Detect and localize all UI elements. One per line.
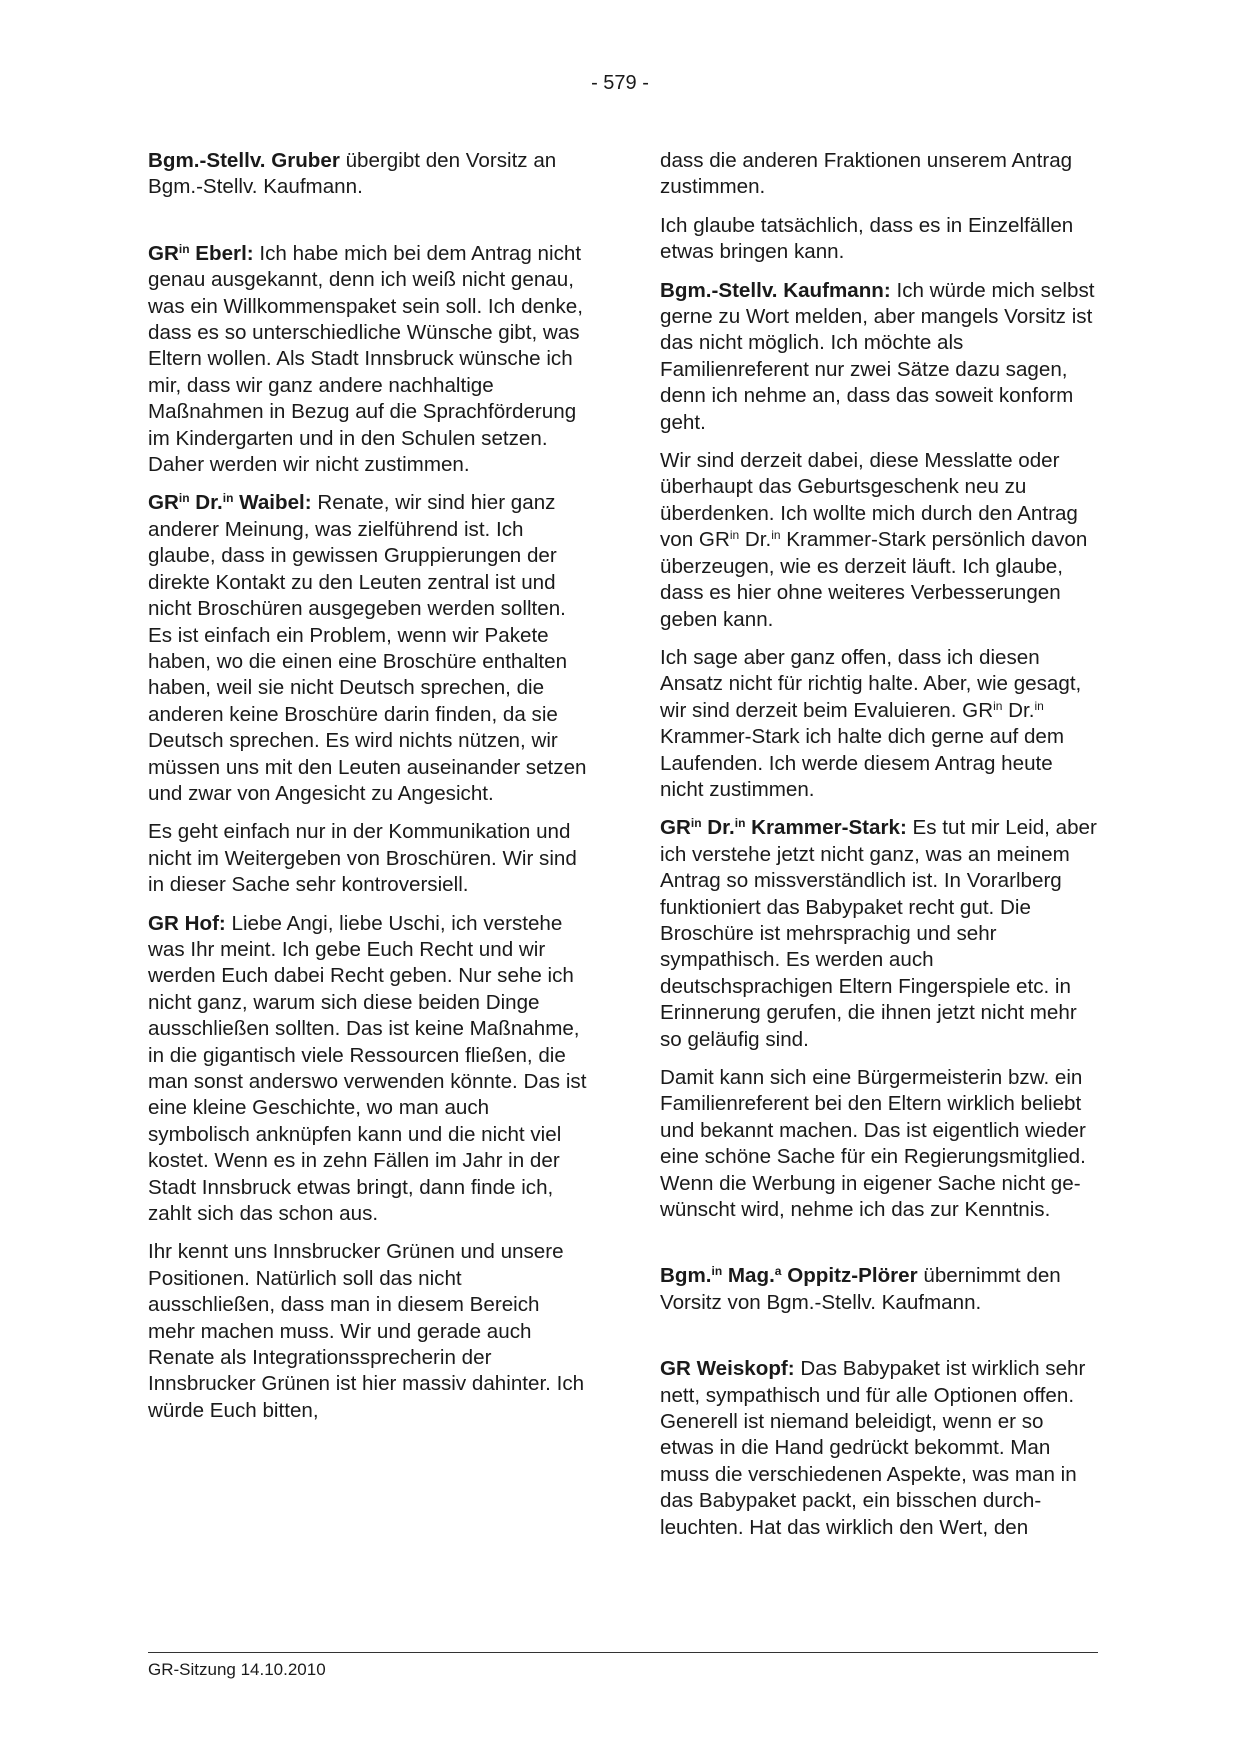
paragraph-text: Ich glaube tatsächlich, dass es in Einzelfällen etwas bringen kann. [660, 213, 1074, 264]
speaker-name: $GR^{in}$ Dr.$^{in}$ Krammer-Stark: [660, 816, 907, 840]
paragraph-text: übergibt den Vorsitz an Bgm.-Stellv. Kaufmann. [148, 149, 557, 199]
paragraph-text: Es geht einfach nur in der Kommunikation und nicht im Weitergeben von Broschüren. Wir sind in dieser Sache sehr kontroversiell. [148, 820, 577, 897]
paragraph-text: Wir sind derzeit dabei, diese Messlatte oder überhaupt das Geburtsgeschenk neu zu überdenken. Ich wollte mich durch den Antrag von $GR^{in}$ Dr.$^{in}$ Krammer-Stark persönlich davon überzeugen, wie es derzeit läuft. Ich glaube, dass es hier ohne weiteres Verbesserungen geben kann. [660, 449, 1088, 631]
paragraph-gruber [148, 148, 588, 201]
paragraph-weiskopf [660, 1356, 1100, 1541]
paragraph-text: Es tut mir Leid, aber ich verstehe jetzt nicht ganz, was an meinem Antrag so missverständlich ist. In Vorarlberg funktioniert das Babypaket recht gut. Die Broschüre ist mehrsprachig und sehr sympathisch. Es werden auch deutschsprachigen Eltern Fingerspiele etc. in Erinnerung gerufen, die ihnen jetzt nicht mehr so geläufig sind. [660, 816, 1097, 1051]
paragraph-krammer-stark [660, 815, 1100, 1053]
paragraph-text: Renate, wir sind hier ganz anderer Meinung, was zielführend ist. Ich glaube, dass in gewissen Gruppierungen der direkte Kontakt zu den Leuten zentral ist und nicht Broschüren ausgegeben werden sollten. Es ist einfach ein Problem, wenn wir Pakete haben, wo die einen eine Broschüre enthalten haben, weil sie nicht Deutsch sprechen, die anderen keine Broschüre darin finden, da sie Deutsch sprechen. Es wird nichts nützen, wir müssen uns mit den Leuten auseinander setzen und zwar von Angesicht zu Angesicht. [148, 491, 587, 805]
paragraph-waibel [148, 490, 588, 807]
paragraph-text: Damit kann sich eine Bürgermeisterin bzw. ein Familienreferent bei den Eltern wirklich beliebt und bekannt machen. Das ist eigentlich wieder eine schöne Sache für ein Regierungsmitglied. Wenn die Werbung in eigener Sache nicht gewünscht wird, nehme ich das zur Kenntnis. [660, 1066, 1086, 1222]
speaker-name: GR Weiskopf: [660, 1357, 795, 1381]
speaker-name: Bgm.-Stellv. Kaufmann: [660, 278, 891, 302]
page-number: - 579 - [591, 72, 649, 94]
paragraph-text: Liebe Angi, liebe Uschi, ich verstehe was Ihr meint. Ich gebe Euch Recht und wir werden Euch dabei Recht geben. Nur sehe ich nicht ganz, warum sich diese beiden Dinge ausschließen sollten. Das ist keine Maßnahme, in die gigantisch viele Ressourcen fließen, die man sonst anderswo verwenden könnte. Das ist eine kleine Geschichte, wo man auch symbolisch anknüpfen kann und die nicht viel kostet. Wenn es in zehn Fällen im Jahr in der Stadt Innsbruck etwas bringt, dann finde ich, zahlt sich das schon aus. [148, 911, 587, 1226]
footer-divider [148, 1652, 1098, 1653]
paragraph-eberl [148, 241, 588, 479]
paragraph-hof [148, 911, 588, 1228]
paragraph-text: übernimmt den Vorsitz von Bgm.-Stellv. Kaufmann. [660, 1264, 1061, 1314]
paragraph-kaufmann [660, 278, 1100, 436]
paragraph-text: Ihr kennt uns Innsbrucker Grünen und unsere Positionen. Natürlich soll das nicht ausschließen, dass man in diesem Bereich mehr machen muss. Wir und gerade auch Renate als Integrationssprecherin der Innsbrucker Grünen ist hier massiv dahinter. Ich würde Euch bitten, [148, 1240, 585, 1422]
speaker-name: $GR^{in}$ Eberl: [148, 241, 254, 265]
right-column [660, 148, 1100, 1553]
paragraph-text: dass die anderen Fraktionen unserem Antrag zustimmen. [660, 149, 1073, 199]
speaker-name: Bgm.$^{in}$ Mag.$^a$ Oppitz-Plörer [660, 1264, 918, 1288]
speaker-name: $GR^{in}$ Dr.$^{in}$ Waibel: [148, 491, 312, 515]
speaker-name: GR Hof: [148, 911, 226, 935]
paragraph-text: Das Babypaket ist wirklich sehr nett, sympathisch und für alle Optionen offen. Generell ist niemand beleidigt, wenn er so etwas in die Hand gedrückt bekommt. Man muss die verschiedenen Aspekte, was man in das Babypaket packt, ein bisschen durchleuchten. Hat das wirklich den Wert, den [660, 1357, 1086, 1539]
paragraph-text: Ich würde mich selbst gerne zu Wort melden, aber mangels Vorsitz ist das nicht möglich. Ich möchte als Familienreferent nur zwei Sätze dazu sagen, denn ich nehme an, dass das soweit konform geht. [660, 278, 1095, 434]
paragraph-text: Ich habe mich bei dem Antrag nicht genau ausgekannt, denn ich weiß nicht genau, was ein Willkommenspaket sein soll. Ich denke, dass es so unterschiedliche Wünsche gibt, was Eltern wollen. Als Stadt Innsbruck wünsche ich mir, dass wir ganz andere nachhaltige Maßnahmen in Bezug auf die Sprachförderung im Kindergarten und in den Schulen setzen. Daher werden wir nicht zustimmen. [148, 241, 583, 477]
speaker-name: Bgm.-Stellv. Gruber [148, 149, 340, 172]
left-column [148, 148, 588, 1436]
paragraph-oppitz-ploerer [660, 1263, 1100, 1316]
paragraph-text: Ich sage aber ganz offen, dass ich diesen Ansatz nicht für richtig halte. Aber, wie gesagt, wir sind derzeit beim Evaluieren. $GR^{in}$ Dr.$^{in}$ Krammer-Stark ich halte dich gerne auf dem Laufenden. Ich werde diesem Antrag heute nicht zustimmen. [660, 645, 1082, 801]
footer-session-date: GR-Sitzung 14.10.2010 [148, 1660, 326, 1679]
